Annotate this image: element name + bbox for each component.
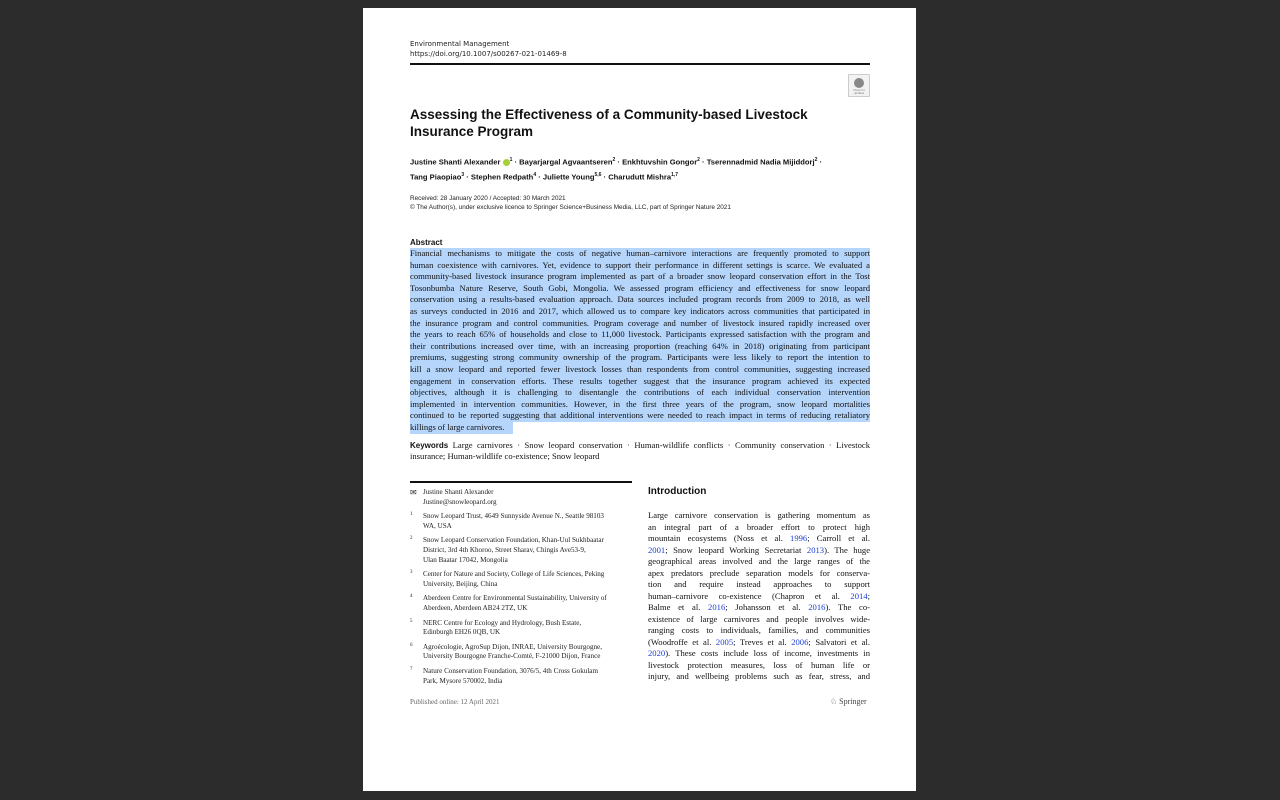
citation-link[interactable]: 1996 xyxy=(790,533,808,543)
intro-text: ; Carroll et al. xyxy=(807,533,870,543)
author-affiliation: 1 xyxy=(509,157,513,163)
abstract-line: killings of large carnivores. xyxy=(410,422,513,434)
intro-text: mountain ecosystems (Noss et al. xyxy=(648,533,791,543)
publisher-logo xyxy=(830,697,867,706)
abstract-line: the insurance program and control communities. Program coverage and number of livestock insured rapidly increased over xyxy=(410,317,870,328)
intro-text: ranging costs to individuals, families, and communities xyxy=(648,625,870,635)
author-name[interactable]: Justine Shanti Alexander xyxy=(410,157,501,167)
correspondence-email[interactable]: Justine@snowleopard.org xyxy=(423,497,497,506)
intro-text: injury, and wellbeing problems such as fear, stress, and xyxy=(648,671,870,681)
affiliations xyxy=(410,488,635,691)
abstract-line: community-based livestock insurance program implemented as part of a broader snow leopard conservation effort in the Tost xyxy=(410,271,870,282)
intro-text: ; Johansson et al. xyxy=(725,602,809,612)
abstract-heading: Abstract xyxy=(410,238,443,247)
affiliation-line: University Bourgogne Franche-Comté, F-21000 Dijon, France xyxy=(423,652,601,661)
affiliation-line: Ulan Baatar 17042, Mongolia xyxy=(423,555,508,564)
abstract-line: objectives, although it is challenging to disentangle the contributions of each individual conservation intervention xyxy=(410,387,870,398)
abstract-line: their contributions increased over time, with an increasing proportion (reaching 64% in 2018) originating from participant xyxy=(410,340,870,351)
affiliation-item xyxy=(410,512,635,531)
keywords-line: insurance; Human-wildlife co-existence; Snow leopard xyxy=(410,451,600,461)
abstract-line: the years to reach 65% of households and close to 11,000 livestock. Participants expressed satisfaction with the program and xyxy=(410,329,870,340)
author-affiliation: 4 xyxy=(533,171,537,178)
author-name[interactable]: Stephen Redpath xyxy=(470,172,534,182)
check-updates-label: Check for updates xyxy=(853,89,865,95)
author-line: Justine Shanti Alexander $^1$ · Bayarjargal Agvaantseren$^2$ · Enkhtuvshin Gongor$^2$ · Tserennadmid Nadia Mijiddorj$^2$ · xyxy=(410,157,822,167)
citation-link[interactable]: 2016 xyxy=(708,602,726,612)
author-name[interactable]: Bayarjargal Agvaantseren xyxy=(519,157,613,167)
author-affiliation: 5,6 xyxy=(594,171,602,178)
author-name[interactable]: Tserennadmid Nadia Mijiddorj xyxy=(706,157,815,167)
author-name[interactable]: Charudutt Mishra xyxy=(608,172,672,182)
affiliation-item xyxy=(410,619,635,638)
affiliation-number: 7 xyxy=(410,666,413,672)
affiliation-line: NERC Centre for Ecology and Hydrology, Bush Estate, xyxy=(423,618,582,627)
intro-text: existence of large carnivores and people involves wide- xyxy=(648,613,870,624)
intro-line xyxy=(648,660,870,672)
journal-name: Environmental Management xyxy=(410,40,510,48)
affiliation-item xyxy=(410,570,635,589)
affiliation-line: Agroécologie, AgroSup Dijon, INRAE, University Bourgogne, xyxy=(423,642,602,651)
intro-text: ). The co- xyxy=(825,602,870,612)
intro-line xyxy=(648,510,870,522)
intro-text: ; Treves et al. xyxy=(733,636,792,647)
intro-text: an integral part of a broader effort to protect high xyxy=(648,521,870,532)
citation-link[interactable]: 2013 xyxy=(806,544,825,555)
keywords-label: Keywords xyxy=(410,441,449,450)
keywords xyxy=(410,440,870,462)
intro-line xyxy=(648,579,870,591)
affiliation-number: 4 xyxy=(410,594,413,600)
intro-line xyxy=(648,545,870,557)
intro-line xyxy=(648,614,870,626)
citation-link[interactable]: 2016 xyxy=(808,602,826,612)
intro-text: ; Salvatori et al. xyxy=(808,636,870,647)
correspondence-name: Justine Shanti Alexander xyxy=(423,488,494,496)
intro-line xyxy=(648,591,870,603)
intro-text: geographical areas involved and the large ranges of the xyxy=(648,556,870,566)
author-list xyxy=(410,154,822,183)
citation-link[interactable]: 2006 xyxy=(791,636,809,647)
update-icon xyxy=(854,78,864,88)
citation-link[interactable]: 2020 xyxy=(648,648,666,658)
affiliation-line: Center for Nature and Society, College of Life Sciences, Peking xyxy=(423,570,605,579)
header-rule xyxy=(410,63,870,65)
abstract-line: as surveys conducted in 2016 and 2017, which allowed us to compare key indicators across communities that participated in xyxy=(410,306,870,316)
affiliation-line: Snow Leopard Conservation Foundation, Khan-Uul Sukhbaatar xyxy=(423,536,604,545)
intro-line xyxy=(648,533,870,545)
abstract-line: kill a snow leopard and reported fewer livestock losses than respondents from control communities, suggesting increased xyxy=(410,364,870,374)
abstract-line: implemented in intervention communities. However, in the first three years of the program, snow leopard mortalities xyxy=(410,398,870,409)
abstract-line: continued to be reported suggesting that additional interventions were needed to reach impact in terms of reducing retaliatory xyxy=(410,410,870,421)
abstract-line: Financial mechanisms to mitigate the costs of negative human–carnivore interactions are frequently promoted to support xyxy=(410,248,870,258)
affiliation-item xyxy=(410,667,635,686)
intro-line xyxy=(648,637,870,649)
intro-text: livestock protection measures, loss of human life or xyxy=(648,659,870,670)
intro-line xyxy=(648,625,870,637)
orcid-icon[interactable] xyxy=(503,159,510,166)
intro-line xyxy=(648,556,870,568)
intro-line xyxy=(648,671,870,683)
author-affiliation: 2 xyxy=(814,157,818,163)
affiliation-number: 3 xyxy=(410,570,413,576)
doi-link[interactable]: https://doi.org/10.1007/s00267-021-01469-8 xyxy=(410,50,567,58)
footnote-rule xyxy=(410,481,632,483)
affiliation-line: Aberdeen Centre for Environmental Sustainability, University of xyxy=(423,594,607,603)
intro-text: ; xyxy=(867,590,870,601)
abstract-line: human coexistence with carnivores. Yet, evidence to support their performance in different settings is scarce. We evaluated a xyxy=(410,259,870,270)
journal-header xyxy=(410,39,567,59)
licence: © The Author(s), under exclusive licence to Springer Science+Business Media, LLC, part of Springer Nature 2021 xyxy=(410,204,731,211)
keywords-line: Large carnivores · Snow leopard conservation · Human-wildlife conflicts · Community conservation · Livestock xyxy=(452,440,870,450)
abstract-line: Tosonbumba Nature Reserve, South Gobi, Mongolia. We assessed program efficiency and effectiveness for snow leopard xyxy=(410,282,870,293)
title-line: Assessing the Effectiveness of a Community-based Livestock xyxy=(410,107,808,122)
author-affiliation: 2 xyxy=(697,157,700,163)
intro-line xyxy=(648,568,870,580)
affiliation-item xyxy=(410,536,635,565)
pdf-page xyxy=(363,8,916,791)
correspondence xyxy=(410,488,635,507)
affiliation-line: District, 3rd 4th Khoroo, Street Sharav, Chingis Ave53-9, xyxy=(423,545,586,554)
intro-line xyxy=(648,522,870,534)
affiliation-line: Aberdeen, Aberdeen AB24 2TZ, UK xyxy=(423,603,528,612)
affiliation-line: Edinburgh EH26 0QB, UK xyxy=(423,628,501,637)
affiliation-number: 1 xyxy=(410,512,413,518)
citation-link[interactable]: 2014 xyxy=(850,590,868,601)
envelope-icon: ✉ xyxy=(410,488,417,497)
affiliation-line: Park, Mysore 570002, India xyxy=(423,676,503,685)
intro-text: (Woodroffe et al. xyxy=(648,636,716,647)
received-accepted: Received: 28 January 2020 / Accepted: 30 March 2021 xyxy=(410,195,566,202)
intro-text: ). These costs include loss of income, investments in xyxy=(665,648,870,658)
affiliation-number: 5 xyxy=(410,618,413,624)
title-line: Insurance Program xyxy=(410,124,534,139)
affiliation-line: University, Beijing, China xyxy=(423,579,498,588)
abstract-line: premiums, suggesting strong community ownership of the program. Participants were less likely to report the intention to xyxy=(410,352,870,363)
author-affiliation: 2 xyxy=(612,157,616,163)
affiliation-line: WA, USA xyxy=(423,521,452,530)
affiliation-item xyxy=(410,594,635,613)
published-date: Published online: 12 April 2021 xyxy=(410,698,500,706)
author-name[interactable]: Tang Piaopiao xyxy=(410,172,462,182)
intro-text: apex predators preclude separation models for conserva- xyxy=(648,567,870,578)
check-for-updates-badge[interactable] xyxy=(848,74,870,97)
intro-text: ). The huge xyxy=(824,544,870,555)
intro-text: Large carnivore conservation is gathering momentum as xyxy=(648,510,870,520)
affiliation-item xyxy=(410,643,635,662)
affiliation-number: 2 xyxy=(410,536,413,542)
intro-text: ; Snow leopard Working Secretariat xyxy=(665,544,807,555)
author-affiliation: 1,7 xyxy=(671,171,679,178)
intro-text: human–carnivore co-existence (Chapron et al. xyxy=(648,590,851,601)
affiliation-line: Nature Conservation Foundation, 3076/5, 4th Cross Gokulam xyxy=(423,666,598,675)
author-name[interactable]: Enkhtuvshin Gongor xyxy=(622,157,698,167)
author-affiliation: 3 xyxy=(461,171,465,178)
affiliation-line: Snow Leopard Trust, 4649 Sunnyside Avenue N., Seattle 98103 xyxy=(423,512,604,521)
abstract-line: conservation using a results-based evaluation approach. Data sources included program records from 2009 to 2018, as well xyxy=(410,294,870,305)
intro-line xyxy=(648,648,870,660)
citation-link[interactable]: 2001 xyxy=(648,544,666,555)
abstract-line: engagement in conservation efforts. These results together suggest that the insurance program achieved its expected xyxy=(410,375,870,386)
intro-text: Balme et al. xyxy=(648,602,709,612)
affiliation-number: 6 xyxy=(410,642,413,648)
intro-line xyxy=(648,602,870,614)
citation-link[interactable]: 2005 xyxy=(715,636,734,647)
author-line: Tang Piaopiao$^3$ · Stephen Redpath$^4$ · Juliette Young$^{5,6}$ · Charudutt Mishra$^{1,7}$ xyxy=(410,171,679,182)
article-dates xyxy=(410,194,731,212)
springer-horse-icon: ♘ xyxy=(830,697,838,706)
intro-text: tion and require instead approaches to support xyxy=(648,579,870,589)
paper-title xyxy=(410,106,808,140)
introduction-heading: Introduction xyxy=(648,486,707,497)
publisher-name: Springer xyxy=(839,697,867,706)
author-name[interactable]: Juliette Young xyxy=(542,172,595,182)
